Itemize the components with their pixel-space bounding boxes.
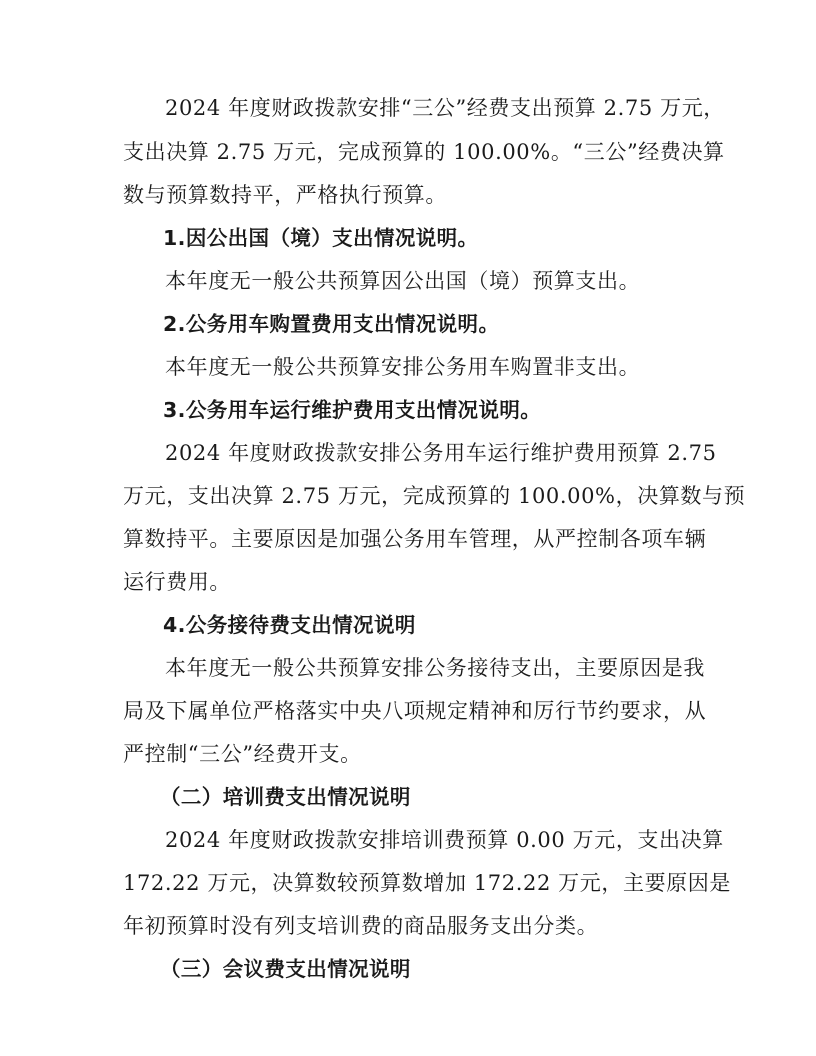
item1-heading: 1.因公出国（境）支出情况说明。 xyxy=(163,226,479,250)
intro-line-1: 2024 年度财政拨款安排“三公”经费支出预算 2.75 万元， xyxy=(165,96,725,120)
intro-line-3: 数与预算数持平，严格执行预算。 xyxy=(123,183,447,207)
training-line-3: 年初预算时没有列支培训费的商品服务支出分类。 xyxy=(123,914,599,938)
item4-heading: 4.公务接待费支出情况说明 xyxy=(163,613,416,637)
item3-line-4: 运行费用。 xyxy=(123,570,231,594)
intro-line-2: 支出决算 2.75 万元，完成预算的 100.00%。“三公”经费决算 xyxy=(123,140,725,164)
item4-line-2: 局及下属单位严格落实中央八项规定精神和厉行节约要求，从 xyxy=(123,699,707,723)
item2-line-1: 本年度无一般公共预算安排公务用车购置非支出。 xyxy=(165,355,641,379)
meeting-heading: （三）会议费支出情况说明 xyxy=(160,957,411,981)
item4-line-1: 本年度无一般公共预算安排公务接待支出，主要原因是我 xyxy=(165,656,705,680)
item2-heading: 2.公务用车购置费用支出情况说明。 xyxy=(163,312,500,336)
item1-line-1: 本年度无一般公共预算因公出国（境）预算支出。 xyxy=(165,269,641,293)
item4-line-3: 严控制“三公”经费开支。 xyxy=(123,742,362,766)
item3-line-1: 2024 年度财政拨款安排公务用车运行维护费用预算 2.75 xyxy=(165,441,717,465)
training-line-2: 172.22 万元，决算数较预算数增加 172.22 万元，主要原因是 xyxy=(123,871,731,895)
training-line-1: 2024 年度财政拨款安排培训费预算 0.00 万元，支出决算 xyxy=(165,828,724,852)
item3-line-2: 万元，支出决算 2.75 万元，完成预算的 100.00%，决算数与预 xyxy=(123,484,746,508)
item3-line-3: 算数持平。主要原因是加强公务用车管理，从严控制各项车辆 xyxy=(123,527,707,551)
training-heading: （二）培训费支出情况说明 xyxy=(160,785,411,809)
item3-heading: 3.公务用车运行维护费用支出情况说明。 xyxy=(163,398,542,422)
